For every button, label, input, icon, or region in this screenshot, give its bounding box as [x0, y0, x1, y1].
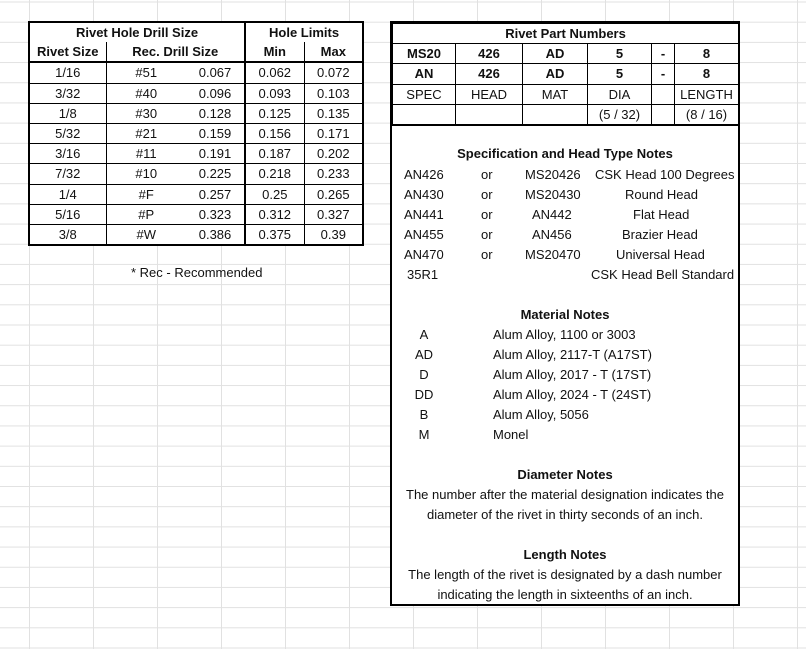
material-notes-title: Material Notes	[520, 307, 610, 322]
pn-cell: MS20	[393, 44, 456, 64]
material-desc: Alum Alloy, 2024 - T (24ST)	[493, 387, 652, 402]
spec-an: 35R1	[407, 267, 439, 282]
material-desc: Monel	[493, 427, 529, 442]
cell-drill: #30	[106, 103, 186, 123]
length-notes-line2: indicating the length in sixteenths of an inch.	[437, 587, 693, 602]
spec-notes-title: Specification and Head Type Notes	[457, 146, 673, 161]
pn-cell	[523, 104, 588, 125]
pn-cell: AD	[523, 44, 588, 64]
footnote: * Rec - Recommended	[131, 265, 263, 280]
spec-desc: Brazier Head	[622, 227, 698, 242]
spec-ms: MS20470	[525, 247, 581, 262]
spec-an: AN455	[404, 227, 444, 242]
cell-dec: 0.096	[186, 83, 245, 103]
diameter-notes-line1: The number after the material designation indicates the	[406, 487, 724, 502]
pn-cell	[652, 104, 675, 125]
pn-cell	[393, 104, 456, 125]
material-desc: Alum Alloy, 5056	[493, 407, 589, 422]
cell-min: 0.093	[245, 83, 304, 103]
cell-drill: #51	[106, 62, 186, 83]
pn-cell: HEAD	[456, 84, 523, 104]
material-code: B	[419, 407, 429, 422]
cell-min: 0.312	[245, 204, 304, 224]
cell-drill: #F	[106, 184, 186, 204]
pn-cell: -	[652, 44, 675, 64]
part-number-table	[392, 23, 739, 126]
spec-or: or	[481, 207, 493, 222]
table-row	[29, 62, 363, 83]
cell-max: 0.072	[304, 62, 363, 83]
pn-cell: AD	[523, 64, 588, 84]
cell-max: 0.265	[304, 184, 363, 204]
part-row-fractions	[393, 104, 739, 125]
cell-size: 7/32	[29, 164, 106, 184]
spec-ms: AN442	[532, 207, 572, 222]
cell-min: 0.375	[245, 224, 304, 245]
material-code: A	[419, 327, 429, 342]
cell-max: 0.233	[304, 164, 363, 184]
spec-ms: AN456	[532, 227, 572, 242]
col-rivet-size: Rivet Size	[29, 42, 106, 62]
cell-max: 0.135	[304, 103, 363, 123]
material-code: M	[418, 427, 430, 442]
spec-or: or	[481, 247, 493, 262]
spec-or: or	[481, 227, 493, 242]
cell-max: 0.171	[304, 123, 363, 143]
pn-cell: 8	[675, 44, 739, 64]
cell-dec: 0.257	[186, 184, 245, 204]
spec-an: AN441	[404, 207, 444, 222]
part-numbers-title: Rivet Part Numbers	[393, 24, 739, 44]
material-desc: Alum Alloy, 1100 or 3003	[493, 327, 636, 342]
cell-max: 0.39	[304, 224, 363, 245]
cell-size: 3/8	[29, 224, 106, 245]
cell-min: 0.218	[245, 164, 304, 184]
col-min: Min	[245, 42, 304, 62]
cell-min: 0.062	[245, 62, 304, 83]
length-notes-title: Length Notes	[523, 547, 607, 562]
table-row	[29, 83, 363, 103]
cell-min: 0.156	[245, 123, 304, 143]
cell-dec: 0.386	[186, 224, 245, 245]
cell-drill: #W	[106, 224, 186, 245]
spec-desc: Round Head	[625, 187, 698, 202]
material-code: DD	[414, 387, 434, 402]
cell-size: 5/32	[29, 123, 106, 143]
table-row	[29, 144, 363, 164]
table-row	[29, 123, 363, 143]
pn-cell: DIA	[588, 84, 652, 104]
spec-desc: Flat Head	[633, 207, 690, 222]
cell-min: 0.25	[245, 184, 304, 204]
spec-or: or	[481, 187, 493, 202]
table-row	[29, 103, 363, 123]
pn-cell	[456, 104, 523, 125]
cell-max: 0.103	[304, 83, 363, 103]
spec-desc: CSK Head 100 Degrees	[595, 167, 735, 182]
material-desc: Alum Alloy, 2017 - T (17ST)	[493, 367, 652, 382]
table-row	[29, 224, 363, 245]
part-row-labels	[393, 84, 739, 104]
cell-dec: 0.067	[186, 62, 245, 83]
spec-ms: MS20426	[525, 167, 581, 182]
cell-size: 5/16	[29, 204, 106, 224]
length-notes-line1: The length of the rivet is designated by a dash number	[408, 567, 722, 582]
pn-cell: 426	[456, 44, 523, 64]
pn-cell: LENGTH	[675, 84, 739, 104]
cell-dec: 0.225	[186, 164, 245, 184]
spec-desc: CSK Head Bell Standard	[591, 267, 735, 282]
cell-size: 3/32	[29, 83, 106, 103]
cell-drill: #40	[106, 83, 186, 103]
spec-desc: Universal Head	[616, 247, 705, 262]
spec-an: AN426	[404, 167, 444, 182]
cell-dec: 0.191	[186, 144, 245, 164]
pn-cell: SPEC	[393, 84, 456, 104]
spec-ms: MS20430	[525, 187, 581, 202]
col-max: Max	[304, 42, 363, 62]
cell-size: 1/8	[29, 103, 106, 123]
pn-cell: -	[652, 64, 675, 84]
cell-dec: 0.159	[186, 123, 245, 143]
pn-cell: (8 / 16)	[675, 104, 739, 125]
cell-max: 0.202	[304, 144, 363, 164]
cell-size: 1/4	[29, 184, 106, 204]
material-code: AD	[414, 347, 434, 362]
part-row-ms	[393, 44, 739, 64]
drill-size-title: Rivet Hole Drill Size	[29, 22, 245, 42]
table-row	[29, 204, 363, 224]
cell-drill: #11	[106, 144, 186, 164]
spec-or: or	[481, 167, 493, 182]
cell-size: 1/16	[29, 62, 106, 83]
spec-an: AN430	[404, 187, 444, 202]
pn-cell: AN	[393, 64, 456, 84]
drill-size-table	[28, 21, 364, 246]
pn-cell: MAT	[523, 84, 588, 104]
cell-size: 3/16	[29, 144, 106, 164]
col-rec-drill: Rec. Drill Size	[106, 42, 245, 62]
part-row-an	[393, 64, 739, 84]
cell-max: 0.327	[304, 204, 363, 224]
cell-drill: #10	[106, 164, 186, 184]
table-row	[29, 184, 363, 204]
material-desc: Alum Alloy, 2117-T (A17ST)	[493, 347, 652, 362]
pn-cell: (5 / 32)	[588, 104, 652, 125]
pn-cell: 5	[588, 64, 652, 84]
pn-cell	[652, 84, 675, 104]
cell-drill: #21	[106, 123, 186, 143]
cell-drill: #P	[106, 204, 186, 224]
cell-dec: 0.323	[186, 204, 245, 224]
pn-cell: 5	[588, 44, 652, 64]
cell-min: 0.125	[245, 103, 304, 123]
cell-dec: 0.128	[186, 103, 245, 123]
hole-limits-title: Hole Limits	[245, 22, 363, 42]
diameter-notes-title: Diameter Notes	[517, 467, 613, 482]
material-code: D	[419, 367, 429, 382]
rivet-part-numbers-panel	[390, 21, 740, 606]
pn-cell: 8	[675, 64, 739, 84]
spec-an: AN470	[404, 247, 444, 262]
diameter-notes-line2: diameter of the rivet in thirty seconds of an inch.	[426, 507, 704, 522]
pn-cell: 426	[456, 64, 523, 84]
table-row	[29, 164, 363, 184]
cell-min: 0.187	[245, 144, 304, 164]
